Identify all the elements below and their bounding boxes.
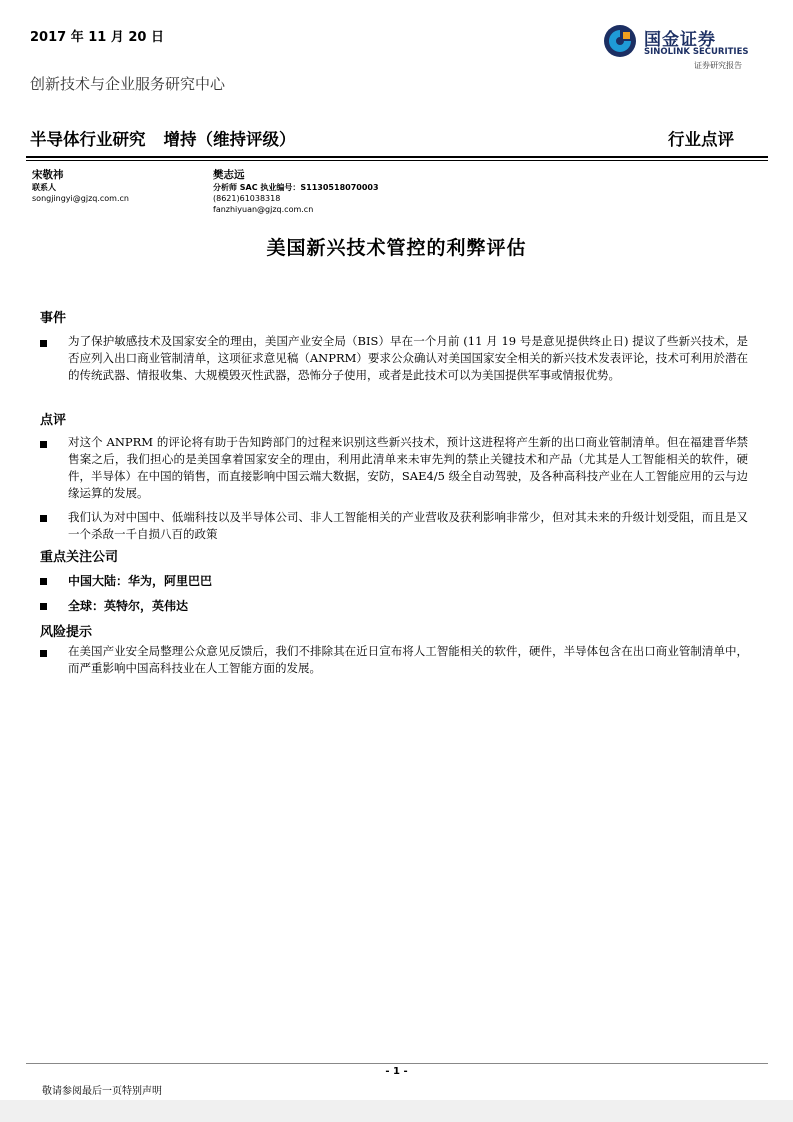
bullet-icon	[40, 578, 47, 585]
section-heading-companies: 重点关注公司	[40, 550, 119, 565]
sinolink-logo-icon	[603, 24, 637, 58]
research-center: 创新技术与企业服务研究中心	[30, 75, 226, 93]
analyst-card-1	[32, 168, 129, 204]
analyst-name: 樊志远	[213, 169, 245, 181]
analyst-role: 分析师 SAC 执业编号：	[213, 183, 301, 192]
sector-title: 半导体行业研究	[30, 130, 146, 149]
analyst-card-2	[213, 168, 379, 215]
analyst-name: 宋敬祎	[32, 169, 64, 181]
footer-divider	[26, 1063, 768, 1064]
comment-paragraph-2: 我们认为对中国中、低端科技以及半导体公司、非人工智能相关的产业营收及获利影响非常少，但对其未来的升级计划受阻，而且是又一个杀敌一千自损八百的政策	[68, 510, 748, 541]
report-date: 2017 年 11 月 20 日	[30, 30, 164, 45]
analyst-cert: S1130518070003	[300, 183, 379, 192]
bullet-icon	[40, 650, 47, 657]
report-type: 行业点评	[668, 130, 734, 149]
bottom-band	[0, 1100, 793, 1122]
bullet-icon	[40, 515, 47, 522]
page-number: - 1 -	[385, 1066, 408, 1077]
sector-title-bar	[30, 126, 296, 150]
header-divider	[26, 156, 768, 158]
report-title: 美国新兴技术管控的利弊评估	[266, 237, 527, 259]
section-heading-event: 事件	[40, 311, 67, 326]
bullet-icon	[40, 441, 47, 448]
company-item-china: 中国大陆：华为，阿里巴巴	[68, 574, 213, 588]
logo-name-en: SINOLINK SECURITIES	[644, 47, 749, 57]
analyst-email[interactable]: fanzhiyuan@gjzq.com.cn	[213, 205, 314, 214]
footer-disclaimer: 敬请参阅最后一页特别声明	[42, 1086, 162, 1097]
logo-name-cn: 国金证券	[644, 30, 716, 50]
comment-paragraph-1: 对这个 ANPRM 的评论将有助于告知跨部门的过程来识别这些新兴技术，预计这进程将产生新的出口商业管制清单。但在福建晋华禁售案之后，我们担心的是美国拿着国家安全的理由，利用此清单来未审先判的禁止关键技术和产品（尤其是人工智能相关的软件，硬件，半导体）在中国的销售，而直接影响中国云端大数据，安防，SAE4/5 级全自动驾驶，及各种高科技产业在人工智能应用的云与边缘运算的发展。	[68, 435, 748, 500]
header-divider-thin	[26, 160, 768, 161]
section-heading-risk: 风险提示	[40, 625, 93, 640]
rating: 增持（维持评级）	[163, 130, 296, 149]
section-heading-comment: 点评	[40, 413, 67, 428]
logo-subtitle: 证券研究报告	[694, 61, 742, 70]
analyst-phone: (8621)61038318	[213, 194, 281, 203]
company-item-global: 全球：英特尔，英伟达	[68, 599, 189, 613]
bullet-icon	[40, 603, 47, 610]
event-paragraph: 为了保护敏感技术及国家安全的理由，美国产业安全局（BIS）早在一个月前 (11 月 19 号是意见提供终止日) 提议了些新兴技术，是否应列入出口商业管制清单，这项征求意见稿（ANPRM）要求公众确认对美国国家安全相关的新兴技术发表评论，技术可利用於潜在的传统武器、情报收集、大规模毁灭性武器，恐怖分子使用，或者是此技术可以为美国提供军事或情报优势。	[68, 334, 748, 382]
risk-paragraph: 在美国产业安全局整理公众意见反馈后，我们不排除其在近日宣布将人工智能相关的软件，硬件，半导体包含在出口商业管制清单中，而严重影响中国高科技业在人工智能方面的发展。	[68, 644, 748, 675]
bullet-icon	[40, 340, 47, 347]
analyst-role: 联系人	[32, 183, 56, 192]
sinolink-logo	[603, 24, 763, 72]
analyst-email[interactable]: songjingyi@gjzq.com.cn	[32, 194, 129, 203]
